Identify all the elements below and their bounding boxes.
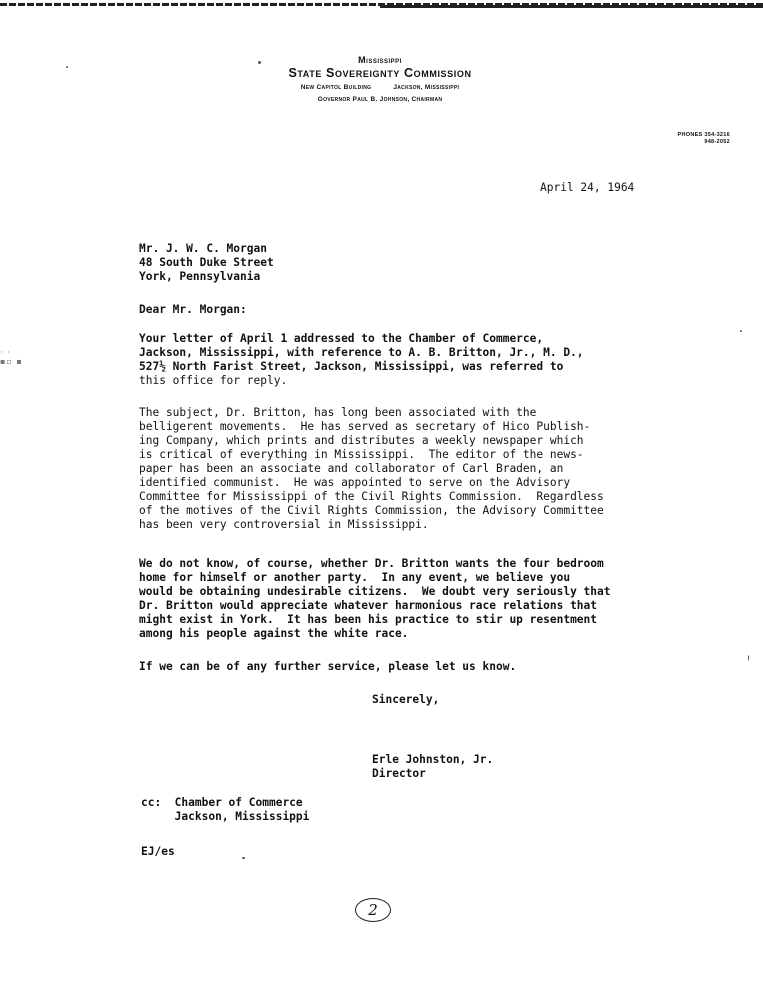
signature-block	[372, 753, 493, 781]
text-line: has been very controversial in Mississippi.	[139, 518, 429, 531]
letterhead-building: New Capitol Building	[300, 84, 372, 91]
text-line: ing Company, which prints and distributes a weekly newspaper which	[139, 434, 584, 447]
salutation: Dear Mr. Morgan:	[139, 303, 247, 316]
phone-line-2: 948-2052	[704, 139, 730, 145]
phone-numbers	[620, 132, 730, 146]
text-line: this office for reply.	[139, 374, 288, 387]
letterhead-governor: Governor Paul B. Johnson, Chairman	[317, 96, 443, 103]
typist-initials: EJ/es	[141, 845, 175, 858]
text-line: Your letter of April 1 addressed to the Chamber of Commerce,	[139, 332, 544, 345]
text-line: would be obtaining undesirable citizens. We doubt very seriously that	[139, 585, 611, 598]
signature-title: Director	[372, 767, 426, 780]
paragraph-3	[139, 557, 610, 641]
top-border-rule-solid	[380, 5, 763, 8]
letterhead-address	[230, 84, 530, 91]
paragraph-2	[139, 406, 604, 532]
addressee-line: Mr. J. W. C. Morgan	[139, 242, 267, 255]
letterhead-state: Mississippi	[358, 55, 402, 65]
text-line: belligerent movements. He has served as secretary of Hico Publish-	[139, 420, 591, 433]
paragraph-1	[139, 332, 584, 388]
text-line: Dr. Britton would appreciate whatever harmonious race relations that	[139, 599, 598, 612]
letter-date: April 24, 1964	[540, 181, 635, 194]
letterhead-commission: State Sovereignty Commission	[288, 66, 472, 80]
letterhead	[230, 55, 530, 103]
scan-speck	[66, 66, 68, 68]
text-line: home for himself or another party. In any event, we believe you	[139, 571, 571, 584]
phone-line-1: PHONES 354-3216	[677, 132, 730, 138]
cc-line: cc: Chamber of Commerce	[141, 796, 303, 809]
cc-line: Jackson, Mississippi	[141, 810, 310, 823]
text-line: Jackson, Mississippi, with reference to A. B. Britton, Jr., M. D.,	[139, 346, 584, 359]
text-line: 527½ North Farist Street, Jackson, Mississippi, was referred to	[139, 360, 564, 373]
text-line: paper has been an associate and collaborator of Carl Braden, an	[139, 462, 564, 475]
text-line: identified communist. He was appointed to serve on the Advisory	[139, 476, 571, 489]
signature-name: Erle Johnston, Jr.	[372, 753, 494, 766]
addressee-line: York, Pennsylvania	[139, 270, 261, 283]
text-line: is critical of everything in Mississippi. The editor of the news-	[139, 448, 584, 461]
cc-block	[141, 796, 309, 824]
text-line: among his people against the white race.	[139, 627, 409, 640]
scan-speck	[748, 655, 749, 661]
text-line: might exist in York. It has been his practice to stir up resentment	[139, 613, 598, 626]
text-line: The subject, Dr. Britton, has long been associated with the	[139, 406, 537, 419]
scan-speck	[258, 61, 261, 64]
paragraph-4: If we can be of any further service, please let us know.	[139, 660, 517, 673]
text-line: Committee for Mississippi of the Civil Rights Commission. Regardless	[139, 490, 604, 503]
scan-speck	[242, 857, 245, 859]
page-number: 2	[355, 898, 391, 922]
letterhead-city: Jackson, Mississippi	[393, 84, 460, 91]
addressee-line: 48 South Duke Street	[139, 256, 274, 269]
scan-speck	[740, 330, 742, 332]
scan-noise: · · ▪▫ ▪	[0, 348, 23, 366]
addressee-block	[139, 242, 274, 284]
text-line: of the motives of the Civil Rights Commission, the Advisory Committee	[139, 504, 604, 517]
text-line: We do not know, of course, whether Dr. Britton wants the four bedroom	[139, 557, 604, 570]
closing: Sincerely,	[372, 693, 440, 706]
